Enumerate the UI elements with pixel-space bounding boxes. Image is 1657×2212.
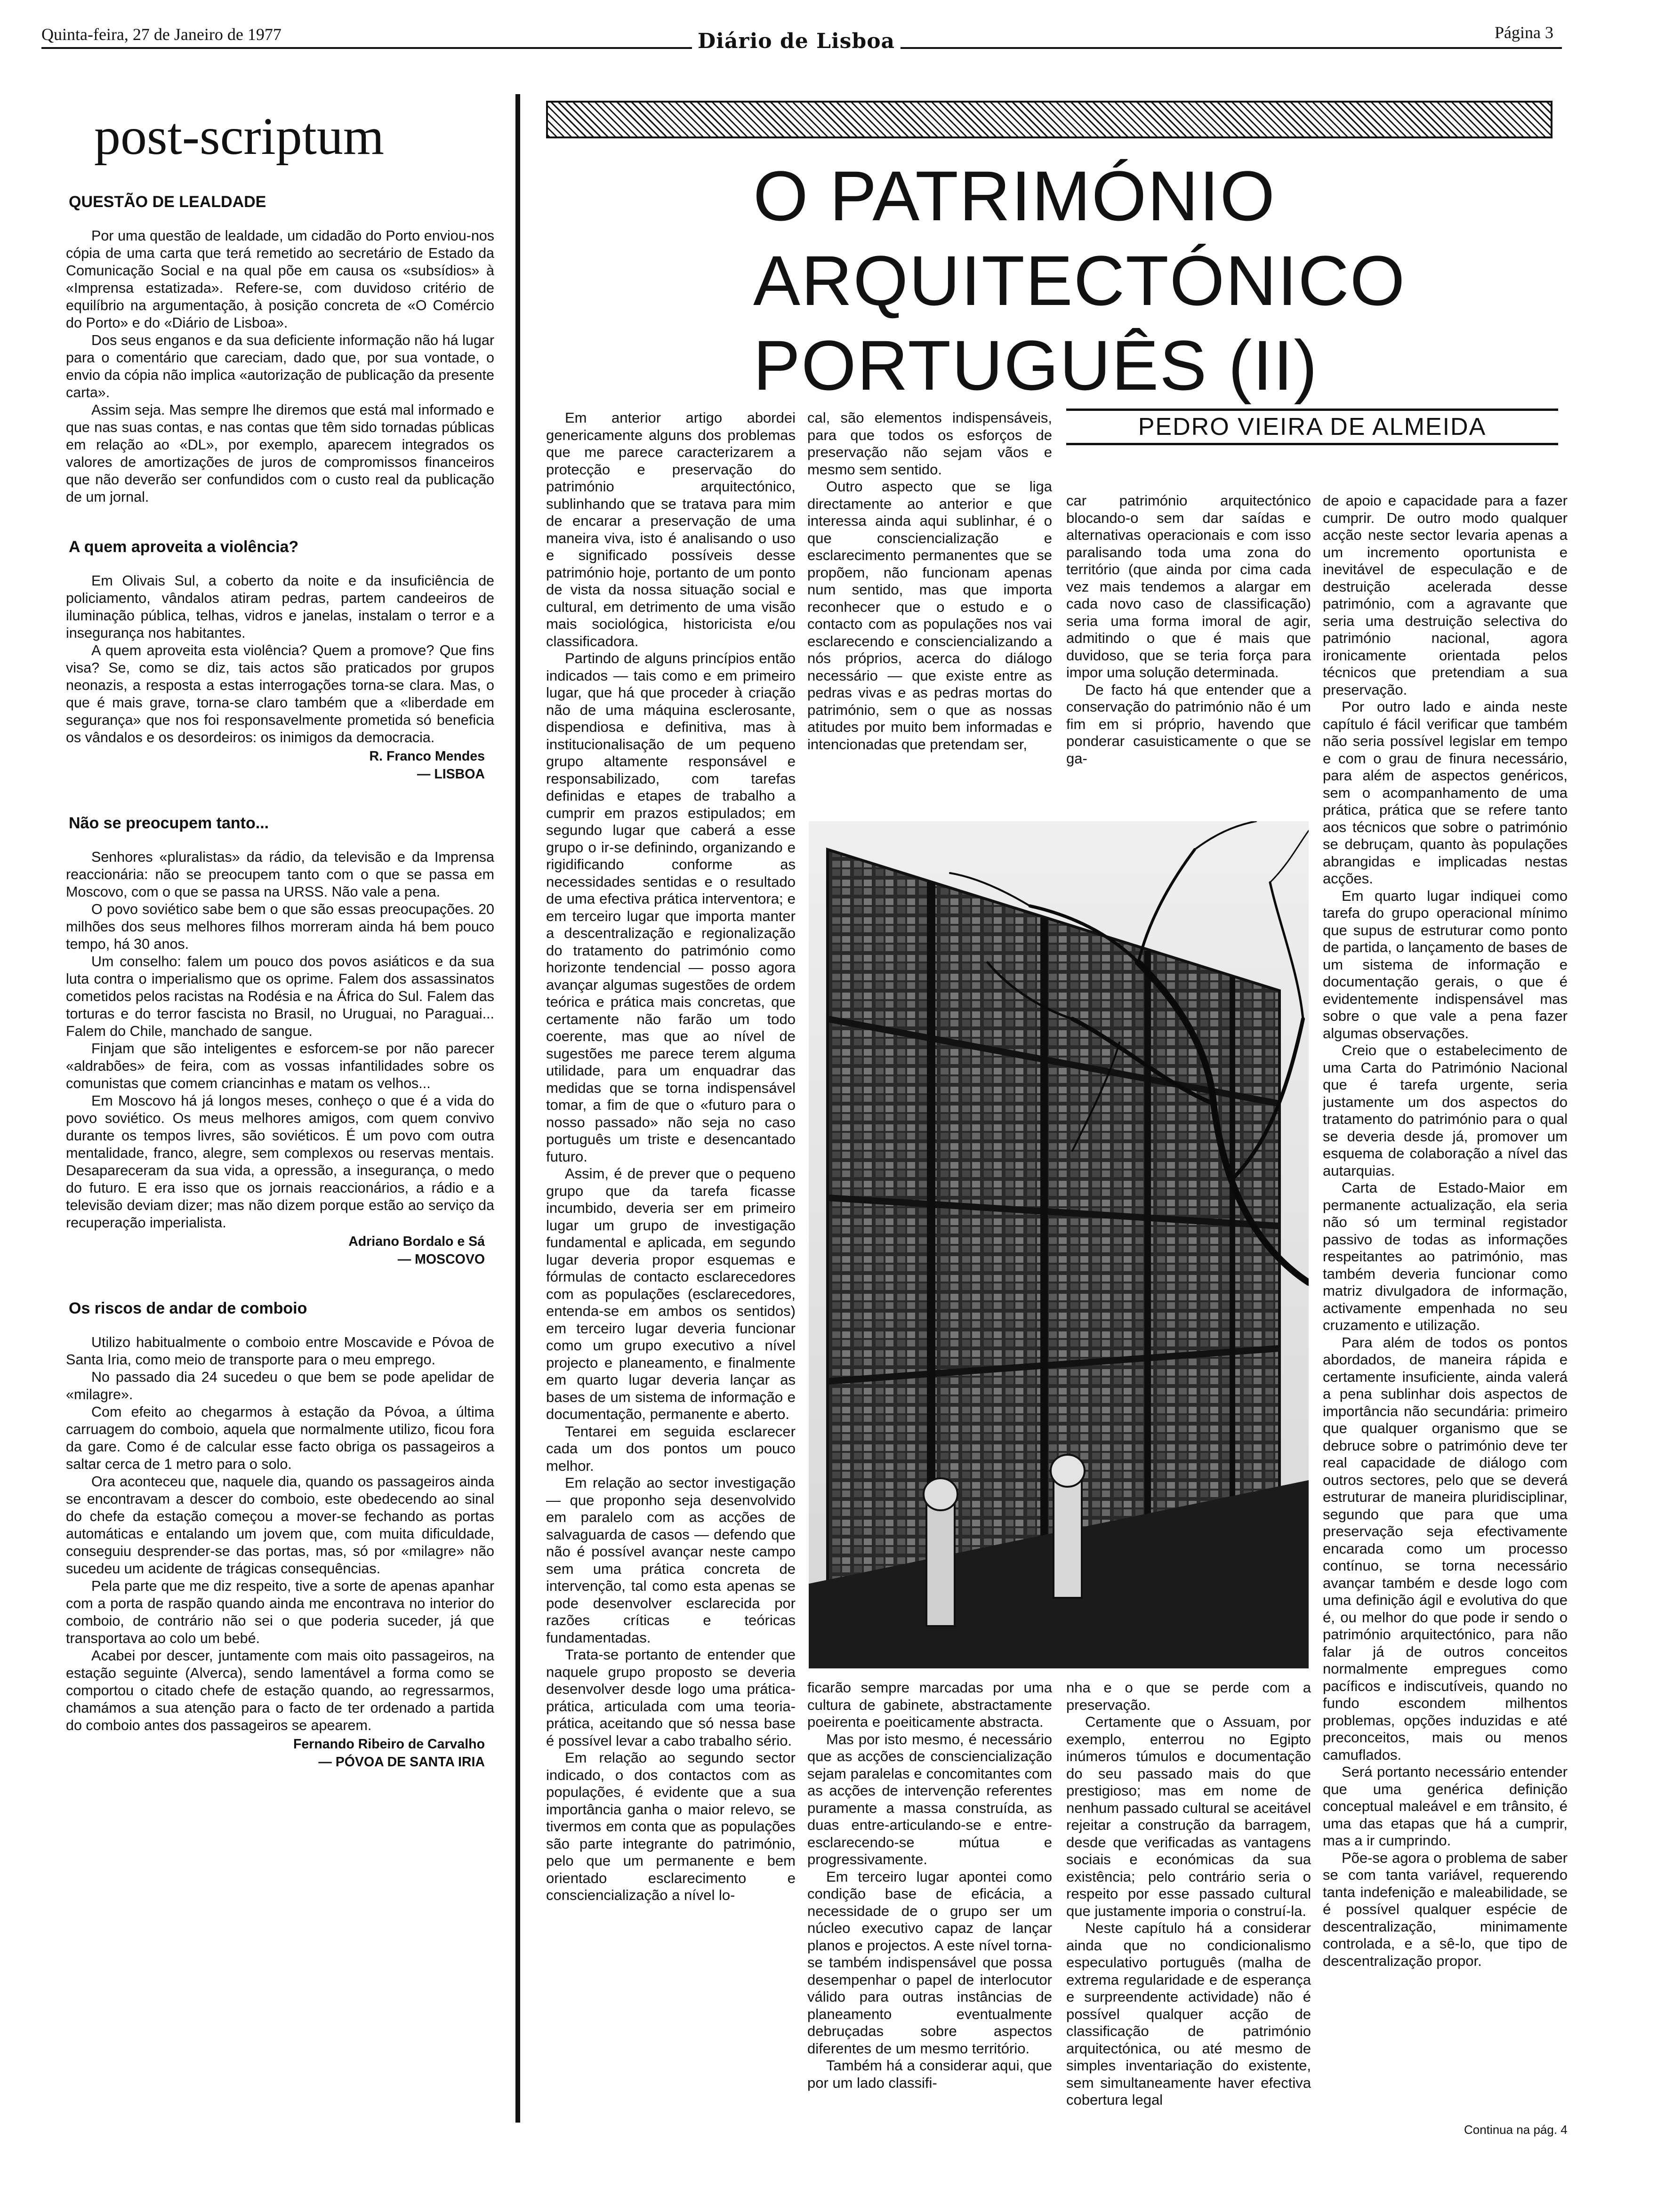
- newspaper-name: Diário de Lisboa: [692, 29, 901, 53]
- article-column-3-bottom: [1066, 1679, 1311, 2126]
- letter-paragraph: O povo soviético sabe bem o que são essas preocupações. 20 milhões dos seus melhores filhos morreram ainda há bem pouco tempo, há 30 anos.: [66, 901, 494, 952]
- article-paragraph: Para além de todos os pontos abordados, de maneira rápida e certamente insuficiente, ainda valerá a pena sublinhar dois aspectos de importância não secundária: primeiro que qualquer organismo que se debruce sobre o património deve ter real capacidade de diálogo com outros sectores, pelo que se deverá estruturar de maneira pluridisciplinar, segundo que para que uma preservação seja efectivamente encarada como um processo contínuo, se torna necessário avançar também e desde logo com uma definição ágil e evolutiva do que é, ou melhor do que pode ir sendo o património arquitectónico, para não falar já de outros conceitos normalmente empregues como pacíficos e indiscutíveis, quando no fundo escondem milhentos problemas, opções induzidas e até preconceitos, mais ou menos camuflados.: [1323, 1334, 1568, 1763]
- page-number: Página 3: [1495, 23, 1553, 42]
- article-paragraph: De facto há que entender que a conservação do património não é um fim em si próprio, havendo que ponderar casuisticamente o que se ga-: [1066, 681, 1311, 767]
- letter-signature: Adriano Bordalo e Sá: [348, 1234, 485, 1249]
- article-title: [753, 153, 1406, 408]
- letter-body: [66, 227, 494, 506]
- building-photo: [809, 821, 1309, 1668]
- letter-section: [66, 1299, 494, 1770]
- article-title-line: ARQUITECTÓNICO: [753, 241, 1406, 320]
- article-paragraph: ficarão sempre marcadas por uma cultura de gabinete, abstractamente poeirenta e poeiticamente abstracta.: [807, 1679, 1052, 1730]
- article-paragraph: Em terceiro lugar apontei como condição base de eficácia, a necessidade de o grupo ser um núcleo executivo capaz de lançar planos e projectos. A este nível torna-se também indispensável que possa desempenhar o papel de interlocutor válido para outras instâncias de planeamento eventualmente debruçadas sobre aspectos diferentes de um mesmo território.: [807, 1868, 1052, 2057]
- letter-signature: R. Franco Mendes: [369, 749, 485, 764]
- letter-paragraph: Acabei por descer, juntamente com mais oito passageiros, na estação seguinte (Alverca), sendo lamentável a forma como se comportou o citado chefe de estação quando, ao regressarmos, chamámos a sua atenção para o facto de ter ordenado a partida do comboio antes dos passageiros se apearem.: [66, 1648, 494, 1733]
- article-paragraph: de apoio e capacidade para a fazer cumprir. De outro modo qualquer acção neste sector levaria apenas a um incremento oportunista e inevitável de especulação e de destruição acelerada desse património, com a agravante que seria uma destruição selectiva do património nacional, agora ironicamente orientada pelos técnicos que pretendiam a sua preservação.: [1323, 492, 1568, 698]
- letter-paragraph: Ora aconteceu que, naquele dia, quando os passageiros ainda se encontravam a descer do comboio, este obedecendo ao sinal do chefe da estação começou a mover-se fechando as portas automáticas e entalando um jovem que, com muita dificuldade, conseguiu desprender-se das portas, mas, só por «milagre» não sucedeu um acidente de trágicas consequências.: [66, 1474, 494, 1577]
- author-name: PEDRO VIEIRA DE ALMEIDA: [1138, 413, 1487, 441]
- letter-signature: — MOSCOVO: [397, 1252, 485, 1267]
- letter-body: [66, 849, 494, 1232]
- article-paragraph: cal, são elementos indispensáveis, para que todos os esforços de preservação não sejam vãos e mesmo sem sentido.: [807, 409, 1052, 478]
- letter-body: [66, 1334, 494, 1734]
- building-photo-image: [809, 821, 1309, 1668]
- hatched-banner: [546, 101, 1552, 138]
- article-paragraph: car património arquitectónico blocando-o sem dar saídas e alternativas operacionais e com isso paralisando toda uma zona do território (que ainda por cima cada vez mais tendemos a alargar em cada novo caso de classificação) seria uma forma imoral de agir, admitindo o que é mais que duvidoso, que se teria força para impor uma solução determinada.: [1066, 492, 1311, 681]
- article-paragraph: Carta de Estado-Maior em permanente actualização, ela seria não só um terminal registador passivo de todas as informações respeitantes ao património, mas também deveria funcionar como matriz divulgadora de informação, activamente empenhada no seu cruzamento e utilização.: [1323, 1179, 1568, 1333]
- author-byline: [1066, 409, 1558, 445]
- article-paragraph: Tentarei em seguida esclarecer cada um dos pontos um pouco melhor.: [546, 1423, 796, 1474]
- article-column-2-bottom: [807, 1679, 1052, 2126]
- letter-heading: Os riscos de andar de comboio: [69, 1299, 307, 1317]
- column-divider: [515, 94, 520, 2123]
- letter-body: [66, 572, 494, 746]
- letter-section: [66, 538, 494, 782]
- article-title-line: O PATRIMÓNIO: [753, 156, 1276, 235]
- letter-paragraph: A quem aproveita esta violência? Quem a promove? Que fins visa? Se, como se diz, tais actos são praticados por grupos neonazis, a resposta a estas interrogações torna-se clara. Mas, o que é mais grave, torna-se claro também que a «liberdade em segurança» que nos foi responsavelmente prometida só beneficia os vândalos e os desordeiros: os inimigos da democracia.: [66, 642, 494, 745]
- letter-paragraph: Um conselho: falem um pouco dos povos asiáticos e da sua luta contra o imperialismo que os oprime. Falem dos assassinatos cometidos pelos racistas na Rodésia e na África do Sul. Falem das torturas e do terror fascista no Brasil, no Uruguai, no Paraguai... Falem do Chile, manchado de sangue.: [66, 954, 494, 1039]
- continuation-note: Continua na pág. 4: [1464, 2123, 1568, 2137]
- article-paragraph: Trata-se portanto de entender que naquele grupo proposto se deveria desenvolver desde logo uma prática-prática, articulada com uma teoria-prática, aceitando que só nessa base é possível levar a cabo trabalho sério.: [546, 1646, 796, 1749]
- article-paragraph: Por outro lado e ainda neste capítulo é fácil verificar que também não seria possível legislar em tempo e com o grau de finura necessário, para além de aspectos genéricos, sem o acompanhamento de uma prática, prática que se refere tanto aos técnicos que sobre o património se debruçam, quanto às populações abrangidas e implicadas nestas acções.: [1323, 698, 1568, 887]
- letter-heading: QUESTÃO DE LEALDADE: [69, 193, 266, 211]
- article-paragraph: nha e o que se perde com a preservação.: [1066, 1679, 1311, 1713]
- letter-signature: — LISBOA: [417, 767, 485, 782]
- letter-heading: A quem aproveita a violência?: [69, 538, 299, 556]
- letter-section: [66, 193, 494, 506]
- article-column-1: [546, 409, 796, 2123]
- article-paragraph: Certamente que o Assuam, por exemplo, enterrou no Egipto inúmeros túmulos e documentação do seu passado mais do que prestigioso; mas em nome de nenhum passado cultural se aceitável rejeitar a construção da barragem, desde que verificadas as vantagens sociais e económicas da sua existência; pelo contrário seria o respeito por esse passado cultural que justamente imporia o construí-la.: [1066, 1714, 1311, 1919]
- article-paragraph: Em relação ao sector investigação — que proponho seja desenvolvido em paralelo com as acções de salvaguarda de casos — defendo que não é possível avançar neste campo sem uma prática concreta de intervenção, tal como esta apenas se pode desenvolver esclarecida por razões críticas e teóricas fundamentadas.: [546, 1475, 796, 1646]
- article-paragraph: Outro aspecto que se liga directamente ao anterior e que interessa ainda aqui sublinhar, é o que consciencialização e esclarecimento permanentes que se propõem, não funcionam apenas num sentido, mas que importa reconhecer que o estudo e o contacto com as populações nos vai esclarecendo e consciencializando a nós próprios, acerca do diálogo necessário — que existe entre as pedras vivas e as pedras mortas do património, sem o que as nossas atitudes por muito bem informadas e intencionadas que pretendam ser,: [807, 478, 1052, 753]
- letter-paragraph: Utilizo habitualmente o comboio entre Moscavide e Póvoa de Santa Iria, como meio de transporte para o meu emprego.: [66, 1334, 494, 1368]
- letter-heading: Não se preocupem tanto...: [69, 814, 269, 832]
- letter-section: [66, 814, 494, 1267]
- article-paragraph: Em quarto lugar indiquei como tarefa do grupo operacional mínimo que supus de estruturar como ponto de partida, o lançamento de bases de um sistema de informação e documentação gerais, o que é evidentemente indispensável mas sobre o que vale a pena fazer algumas observações.: [1323, 887, 1568, 1042]
- article-paragraph: Assim, é de prever que o pequeno grupo que da tarefa ficasse incumbido, deveria ser em primeiro lugar um grupo de investigação fundamental e aplicada, em segundo lugar deveria propor esquemas e fórmulas de contacto esclarecedores com as populações (esclarecedores, entenda-se em ambos os sentidos) em terceiro lugar deveria funcionar como um grupo executivo a nível projecto e planeamento, e finalmente em quarto lugar deveria lançar as bases de um sistema de informação e documentação, permanente e aberto.: [546, 1165, 796, 1422]
- issue-date: Quinta-feira, 27 de Janeiro de 1977: [41, 25, 282, 44]
- letter-paragraph: Dos seus enganos e da sua deficiente informação não há lugar para o comentário que careciam, dado que, por sua vontade, o envio da cópia não implica «autorização de publicação da presente carta».: [66, 332, 494, 401]
- article-paragraph: Em relação ao segundo sector indicado, o dos contactos com as populações, é evidente que a sua importância ganha o maior relevo, se tivermos em conta que as populações são parte integrante do património, pelo que um permanente e bem orientado esclarecimento e consciencialização a nível lo-: [546, 1749, 796, 1903]
- letter-paragraph: Em Moscovo há já longos meses, conheço o que é a vida do povo soviético. Os meus melhores amigos, com quem convivo durante os tempos livres, são soviéticos. É um povo com outra mentalidade, franco, alegre, sem complexos ou reservas mentais. Desapareceram da sua vida, a opressão, a insegurança, o medo do futuro. E era isso que os jornais reaccionários, a rádio e a televisão deviam dizer; mas não dizem porque estão ao serviço da recuperação imperialista.: [66, 1093, 494, 1231]
- postscriptum-column: [66, 94, 494, 2127]
- letter-paragraph: Por uma questão de lealdade, um cidadão do Porto enviou-nos cópia de uma carta que terá remetido ao secretário de Estado da Comunicação Social e na qual põe em causa os «subsídios» à «Imprensa estatizada». Refere-se, com duvidoso critério de equilíbrio na argumentação, à posição concreta de «O Comércio do Porto» e do «Diário de Lisboa».: [66, 228, 494, 331]
- letter-paragraph: Em Olivais Sul, a coberto da noite e da insuficiência de policiamento, vândalos atiram pedras, partem candeeiros de iluminação pública, telhas, vidros e janelas, instalam o terror e a insegurança nos habitantes.: [66, 573, 494, 641]
- article-paragraph: Mas por isto mesmo, é necessário que as acções de consciencialização sejam paralelas e concomitantes com as acções de intervenção referentes puramente a massa construída, as duas entre-articulando-se e entre-esclarecendo-se mútua e progressivamente.: [807, 1731, 1052, 1867]
- article-paragraph: Também há a considerar aqui, que por um lado classifi-: [807, 2057, 1052, 2091]
- article-column-3-top: [1066, 492, 1311, 798]
- letter-paragraph: Finjam que são inteligentes e esforcem-se por não parecer «aldrabões» de feira, com as vossas infantilidades sobre os comunistas que comem criancinhas e matam os velhos...: [66, 1041, 494, 1091]
- letter-signature: — PÓVOA DE SANTA IRIA: [318, 1755, 485, 1770]
- postscriptum-title: post-scriptum: [94, 107, 384, 166]
- letters-list: [66, 193, 494, 1770]
- article-column-2-top: [807, 409, 1052, 800]
- article-title-line: PORTUGUÊS (II): [753, 326, 1319, 405]
- letter-paragraph: Senhores «pluralistas» da rádio, da televisão e da Imprensa reaccionária: não se preocupem tanto com o que se passa em Moscovo, com o que se passa na URSS. Não vale a pena.: [66, 849, 494, 900]
- article-paragraph: Partindo de alguns princípios então indicados — tais como e em primeiro lugar, que há que proceder à criação não de uma máquina esclerosante, dispendiosa e definitiva, mas à institucionalisação de um pequeno grupo altamente responsável e responsabilizado, com tarefas definidas e etapes de trabalho a cumprir em prazos estipulados; em segundo lugar que caberá a esse grupo o ir-se definindo, organizando e rigidificando conforme as necessidades sentidas e o resultado de uma efectiva prática interventora; e em terceiro lugar que importa manter a descentralização e regionalização do tratamento do património como horizonte tendencial — posso agora avançar algumas sugestões de ordem teórica e prática mais concretas, que certamente não farão um todo coerente, mas que ao nível de sugestões me parece terem alguma utilidade, para um enquadrar das medidas que se torna indispensável tomar, a fim de que o «futuro para o nosso passado» não seja no caso português um triste e desencantado futuro.: [546, 650, 796, 1165]
- article-paragraph: Em anterior artigo abordei genericamente alguns dos problemas que me parece caracterizarem a protecção e preservação do património arquitectónico, sublinhando que se tratava para mim de encarar a preservação de uma maneira viva, isto é analisando o uso e significado possíveis desse património hoje, portanto de um ponto de vista da nossa situação social e cultural, em detrimento de uma visão mais sociológica, historicista e/ou classificadora.: [546, 409, 796, 649]
- letter-signature: Fernando Ribeiro de Carvalho: [293, 1737, 485, 1752]
- article-paragraph: Será portanto necessário entender que uma genérica definição conceptual maleável e em trânsito, é uma das etapas que há a cumprir, mas a ir cumprindo.: [1323, 1763, 1568, 1849]
- letter-paragraph: Assim seja. Mas sempre lhe diremos que está mal informado e que nas suas contas, e nas contas que têm sido tornadas públicas em relação ao «DL», por exemplo, aparecem integrados os valores de amortizações de juros de compromissos financeiros que não deverão ser confundidos com o custo real da publicação de um jornal.: [66, 402, 494, 505]
- letter-paragraph: Com efeito ao chegarmos à estação da Póvoa, a última carruagem do comboio, aquela que normalmente utilizo, ficou fora da gare. Como é de calcular esse facto obriga os passageiros a saltar cerca de 1 metro para o solo.: [66, 1404, 494, 1472]
- letter-paragraph: No passado dia 24 sucedeu o que bem se pode apelidar de «milagre».: [66, 1369, 494, 1403]
- article-paragraph: Põe-se agora o problema de saber se com tanta variável, requerendo tanta indefenição e maleabilidade, se é possível qualquer espécie de descentralização, minimamente controlada, e a sê-lo, que tipo de descentralização propor.: [1323, 1849, 1568, 1969]
- article-column-4: [1323, 492, 1568, 2121]
- letter-paragraph: Pela parte que me diz respeito, tive a sorte de apenas apanhar com a porta de raspão quando ainda me encontrava no interior do comboio, de contrário não sei o que poderia suceder, já que transportava ao colo um bebé.: [66, 1578, 494, 1646]
- article-paragraph: Creio que o estabelecimento de uma Carta do Património Nacional que é tarefa urgente, seria justamente um dos aspectos do tratamento do património para o qual se deveria desde já, promover um esquema de colaboração a nível das autarquias.: [1323, 1042, 1568, 1179]
- article-paragraph: Neste capítulo há a considerar ainda que no condicionalismo especulativo português (malha de extrema regularidade e de esperança e surpreendente actividade) não é possível qualquer acção de classificação de património arquitectónica, ou até mesmo de simples inventariação do existente, sem simultaneamente haver efectiva cobertura legal: [1066, 1920, 1311, 2108]
